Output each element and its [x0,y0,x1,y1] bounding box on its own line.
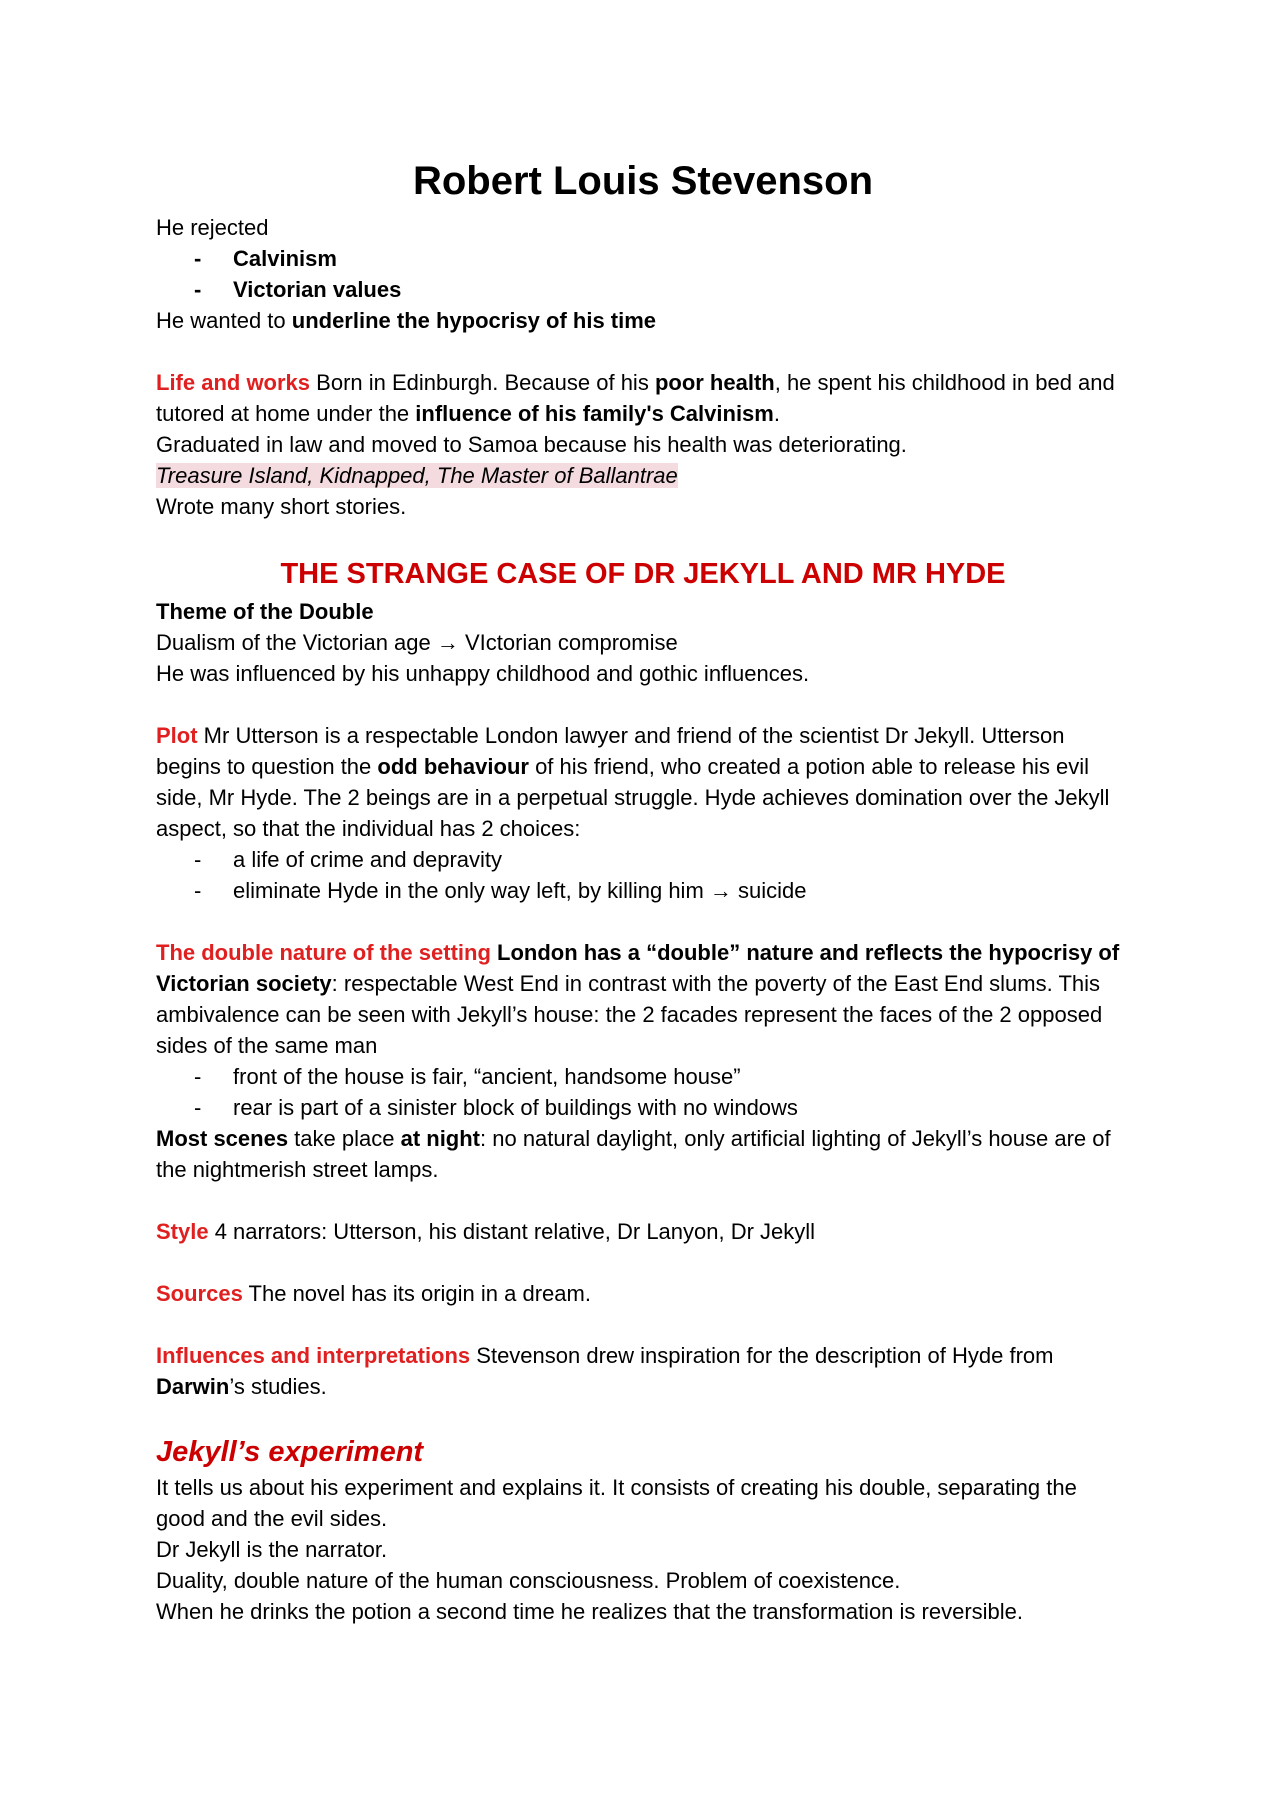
life-paragraph: Life and works Born in Edinburgh. Because of his poor health, he spent his childhood in bed and tutored at home under the influence of his family's Calvinism. [156,370,1115,426]
style-paragraph: Style 4 narrators: Utterson, his distant relative, Dr Lanyon, Dr Jekyll [156,1219,816,1244]
dash-bullet: - [194,878,202,903]
list-item: - Calvinism [156,243,1130,274]
life-label: Life and works [156,370,311,395]
setting-list [156,1061,1130,1123]
life-line: Wrote many short stories. [156,494,407,519]
dash-bullet: - [194,277,202,302]
rejected-label: He rejected [156,215,269,240]
experiment-line: Dr Jekyll is the narrator. [156,1537,388,1562]
influences-paragraph: Influences and interpretations Stevenson drew inspiration for the description of Hyde from Darwin’s studies. [156,1343,1054,1399]
works-line [156,460,1130,491]
dash-bullet: - [194,847,202,872]
sources-paragraph: Sources The novel has its origin in a dream. [156,1281,591,1306]
works-highlight: Treasure Island, Kidnapped, The Master of Ballantrae [156,463,678,488]
life-line: Graduated in law and moved to Samoa because his health was deteriorating. [156,432,907,457]
dash-bullet: - [194,246,202,271]
setting-paragraph: The double nature of the setting London has a “double” nature and reflects the hypocrisy of Victorian society: respectable West End in contrast with the poverty of the East End slums. This ambivalence can be seen with Jekyll’s house: the 2 facades represent the faces of the 2 opposed sides of the same man [156,940,1120,1058]
plot-choices [156,844,1130,906]
dash-bullet: - [194,1095,202,1120]
list-item: - Victorian values [156,274,1130,305]
experiment-line: It tells us about his experiment and explains it. It consists of creating his double, separating the good and the evil sides. [156,1475,1077,1531]
page-title: Robert Louis Stevenson [412,159,874,203]
rejected-list [156,243,1130,305]
dash-bullet: - [194,1064,202,1089]
list-item: - a life of crime and depravity [156,844,1130,875]
plot-paragraph: Plot Mr Utterson is a respectable London lawyer and friend of the scientist Dr Jekyll. Utterson begins to question the odd behaviour of his friend, who created a potion able to release his evil side, Mr Hyde. The 2 beings are in a perpetual struggle. Hyde achieves domination over the Jekyll aspect, so that the individual has 2 choices: [156,723,1110,841]
setting-label: The double nature of the setting [156,940,491,965]
list-item: - eliminate Hyde in the only way left, by killing him → suicide [156,875,1130,906]
wanted-line: He wanted to underline the hypocrisy of his time [156,308,657,333]
theme-line: He was influenced by his unhappy childhood and gothic influences. [156,661,810,686]
style-label: Style [156,1219,209,1244]
experiment-line: When he drinks the potion a second time he realizes that the transformation is reversible. [156,1599,1024,1624]
scenes-paragraph: Most scenes take place at night: no natural daylight, only artificial lighting of Jekyll’s house are of the nightmerish street lamps. [156,1126,1111,1182]
experiment-heading: Jekyll’s experiment [156,1436,424,1468]
influences-label: Influences and interpretations [156,1343,471,1368]
novel-heading: THE STRANGE CASE OF DR JEKYLL AND MR HYDE [280,558,1006,590]
sources-label: Sources [156,1281,243,1306]
plot-label: Plot [156,723,198,748]
theme-label: Theme of the Double [156,599,374,624]
theme-line: Dualism of the Victorian age → VIctorian compromise [156,630,678,655]
list-item: - front of the house is fair, “ancient, handsome house” [156,1061,1130,1092]
experiment-line: Duality, double nature of the human consciousness. Problem of coexistence. [156,1568,901,1593]
list-item: - rear is part of a sinister block of buildings with no windows [156,1092,1130,1123]
